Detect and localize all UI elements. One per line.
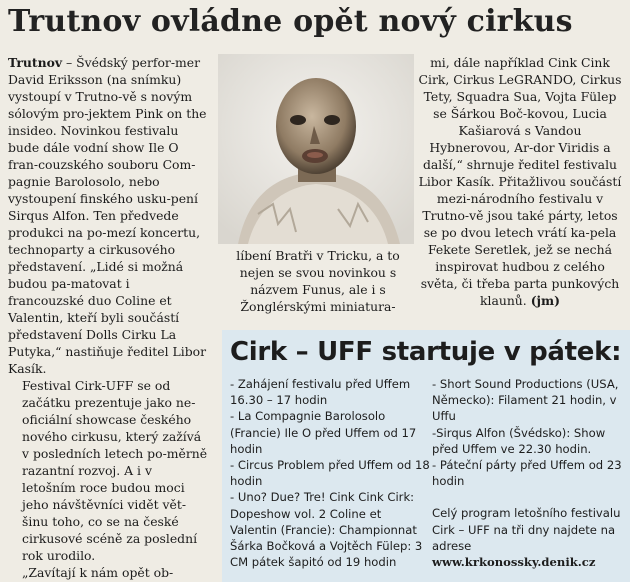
paragraph-2: Festival Cirk-UFF se od začátku prezentuje jako ne-oficiální showcase českého nového cirkusu, který zažívá v posledních letech po-měrně razantní rozvoj. A i v letošním roce budou moci jeho návštěvníci vidět vět-šinu toho, co se na české cirkusové scéně za poslední rok urodilo.: [22, 378, 208, 563]
article-column-1: [8, 54, 208, 581]
spacer: [432, 489, 624, 505]
program-item: - Circus Problem před Uffem od 18 hodin: [230, 458, 430, 489]
article-column-2: líbení Bratři v Tricku, a to nejen se svou novinkou s názvem Funus, ale i s Žonglérskými miniatura-: [236, 248, 400, 314]
column-3-text: mi, dále například Cink Cink Cirk, Cirkus LeGRANDO, Cirkus Tety, Squadra Sua, Vojta Fülep se Šárkou Boč-kovou, Lucia Kašiarová s Vandou Hybnerovou, Ar-dor Viridis a další,“ shrnuje ředitel festivalu Libor Kasík. Přitažlivou součástí mezi-národního festivalu v Trutno-vě jsou také párty, letos se po dvou letech vrátí ka-pela Fekete Seretlek, jež se nechá inspirovat hudbou z celého světa, či třeba parta punkových klaunů.: [418, 55, 622, 308]
performer-photo-illustration: [218, 54, 414, 244]
program-box-title: Cirk – UFF startuje v pátek:: [230, 337, 622, 367]
program-item: - Zahájení festivalu před Uffem 16.30 – 17 hodin: [230, 377, 411, 408]
program-item: - Páteční párty před Uffem od 23 hodin: [432, 458, 622, 489]
dateline: Trutnov: [8, 55, 63, 70]
website-link[interactable]: www.krkonossky.denik.cz: [432, 555, 596, 570]
lead-paragraph: [8, 54, 208, 377]
article-column-3: [418, 54, 622, 309]
paragraph-3: „Zavítají k nám opět ob-: [22, 565, 174, 580]
program-item: - Short Sound Productions (USA, Německo): Filament 21 hodin, v Uffu: [432, 377, 619, 424]
performer-photo: [218, 54, 414, 244]
program-item: -Sirqus Alfon (Švédsko): Show před Uffem ve 22.30 hodin.: [432, 425, 606, 456]
headline: Trutnov ovládne opět nový cirkus: [8, 4, 573, 39]
program-list-left: [230, 376, 430, 570]
program-footer-text: Celý program letošního festivalu Cirk – UFF na tři dny najdete na adrese: [432, 506, 621, 553]
lead-text: – Švédský perfor-mer David Eriksson (na snímku) vystoupí v Trutno-vě s novým sólovým pro-jektem Pink on the insideo. Novinkou festivalu bude dále vodní show Ile O fran-couzského souboru Com-pagnie Barolosolo, nebo vystoupení finského usku-pení Sirqus Alfon. Ten předvede produkci na po-mezí koncertu, technoparty a cirkusového představení. „Lidé si možná budou pa-matovat i francouzské duo Coline et Valentin, kteří byli součástí představení Dolls Cirku La Putyka,“ nastiňuje ředitel Libor Kasík.: [8, 55, 207, 376]
program-item: - Uno? Due? Tre! Cink Cink Cirk: Dopeshow vol. 2 Coline et Valentin (Francie): Championnat Šárka Bočková a Vojtěch Fülep: 3 CM pátek šapitó od 19 hodin: [230, 490, 423, 570]
author-signature: (jm): [530, 293, 561, 308]
program-list-right: [432, 376, 624, 570]
program-item: - La Compagnie Barolosolo (Francie) Ile O před Uffem od 17 hodin: [230, 409, 417, 456]
